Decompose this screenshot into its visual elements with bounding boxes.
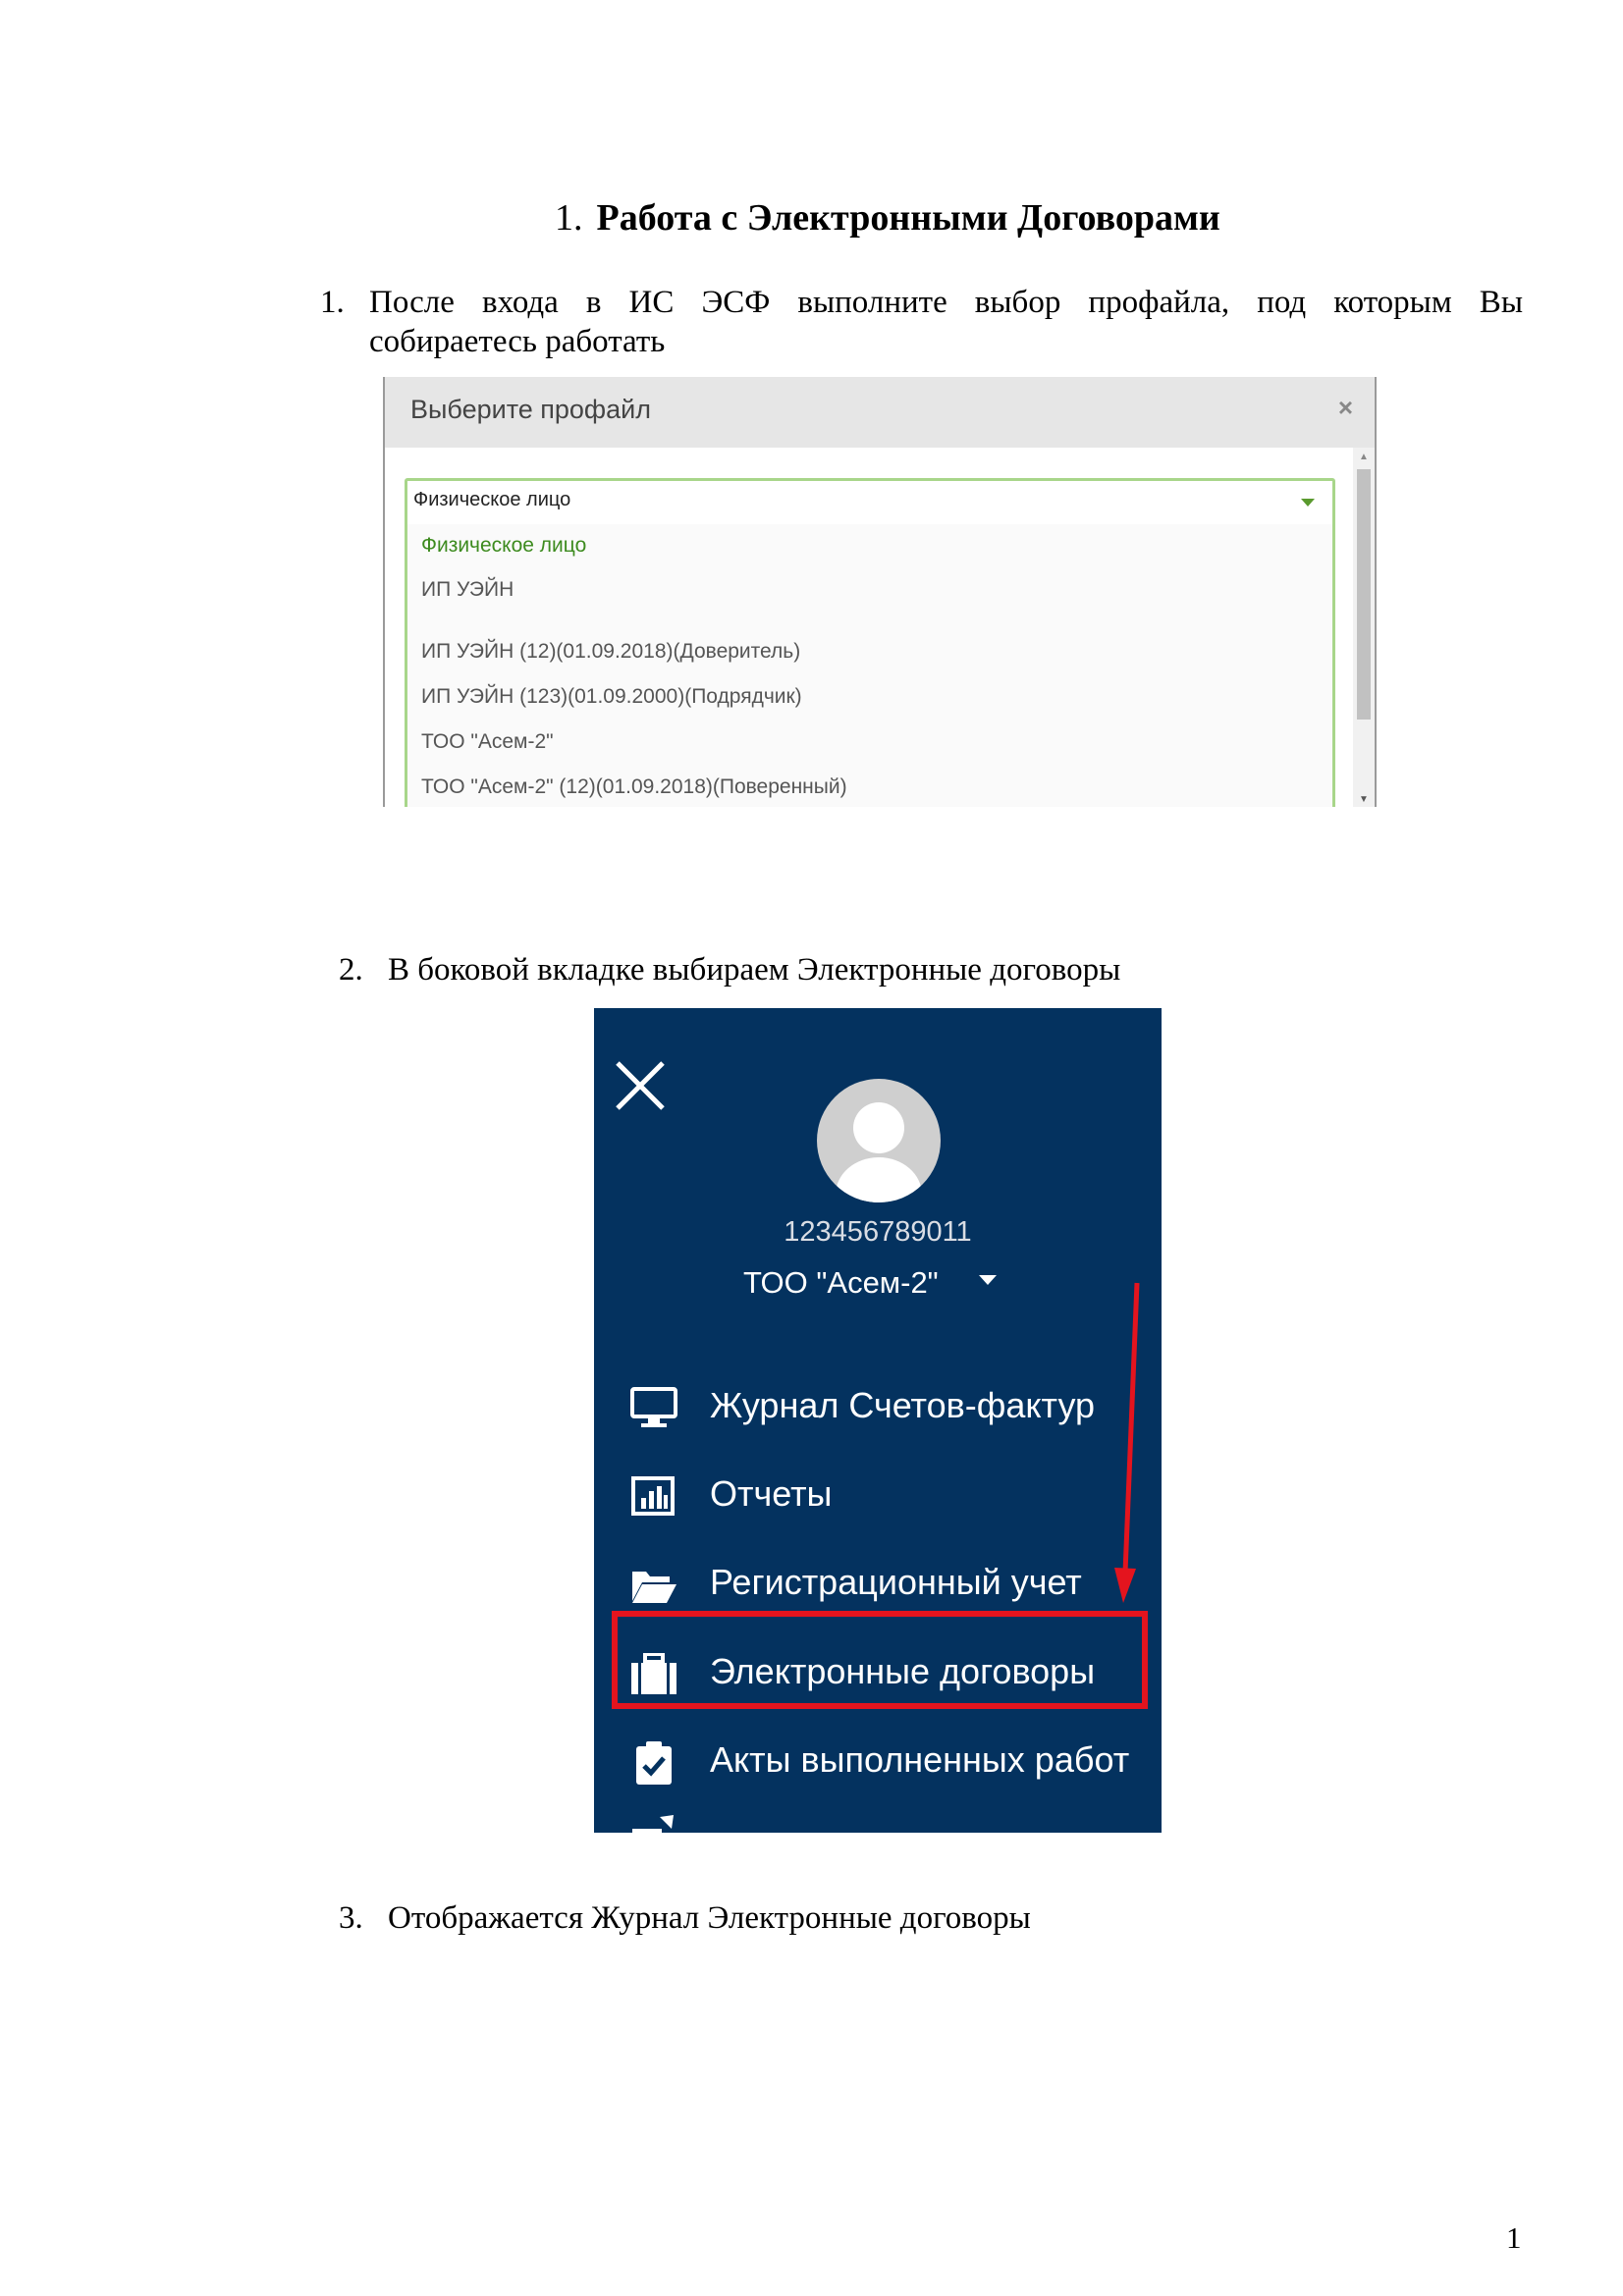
sidebar-item-registration[interactable] (594, 1550, 1162, 1619)
sidebar-item-label: Акты выполненных работ (710, 1739, 1130, 1780)
monitor-icon (630, 1387, 677, 1430)
profile-option[interactable]: ТОО "Асем-2" (421, 730, 554, 753)
scroll-up-icon[interactable]: ▲ (1359, 452, 1369, 462)
profile-option[interactable]: ТОО "Асем-2" (12)(01.09.2018)(Поверенный) (421, 775, 847, 798)
dialog-scrollbar[interactable] (1353, 448, 1375, 807)
heading-number: 1. (555, 197, 583, 239)
scroll-thumb[interactable] (1357, 469, 1371, 720)
step-3-text: Отображается Журнал Электронные договоры (388, 1900, 1031, 1936)
profile-option[interactable]: ИП УЭЙН (12)(01.09.2018)(Доверитель) (421, 640, 801, 663)
step-3-number: 3. (339, 1900, 363, 1936)
profile-select[interactable] (405, 478, 1335, 807)
chevron-down-icon[interactable] (1301, 499, 1315, 507)
step-1 (320, 283, 1523, 361)
step-1-text-line1: После входа в ИС ЭСФ выполните выбор профайла, под которым Вы (369, 285, 1523, 320)
profile-option[interactable]: ИП УЭЙН (421, 578, 514, 601)
heading-text: Работа с Электронными Договорами (596, 197, 1220, 239)
step-1-number: 1. (320, 285, 345, 320)
edit-icon (630, 1815, 677, 1833)
step-2-text: В боковой вкладке выбираем Электронные договоры (388, 952, 1121, 988)
avatar[interactable] (817, 1079, 941, 1202)
sidebar-menu (594, 1008, 1162, 1833)
step-3 (339, 1898, 1031, 1938)
dialog-header (385, 377, 1375, 448)
sidebar-item-acts[interactable] (594, 1728, 1162, 1796)
sidebar-item-label: Отчеты (710, 1473, 833, 1514)
org-name[interactable]: ТОО "Асем-2" (743, 1265, 939, 1300)
step-2 (339, 950, 1120, 989)
sidebar-item-label: Электронные договоры (710, 1651, 1096, 1691)
close-icon[interactable]: × (1337, 393, 1353, 422)
sidebar-item-invoices[interactable] (594, 1373, 1162, 1442)
page-number: 1 (1506, 2220, 1522, 2255)
clipboard-check-icon (630, 1741, 677, 1785)
sidebar-item-label: Журнал Счетов-фактур (710, 1385, 1096, 1425)
profile-select-value[interactable] (407, 481, 1332, 524)
section-heading (555, 196, 1220, 240)
step-1-text-line2: собираетесь работать (369, 324, 666, 359)
scroll-down-icon[interactable]: ▼ (1359, 794, 1369, 805)
sidebar-item-reports[interactable] (594, 1462, 1162, 1530)
caret-down-icon[interactable] (979, 1275, 997, 1285)
sidebar-item-label: Регистрационный учет (710, 1562, 1082, 1602)
user-id: 123456789011 (784, 1216, 972, 1248)
close-icon[interactable] (614, 1059, 667, 1112)
folder-open-icon (630, 1564, 677, 1607)
profile-dialog (383, 377, 1377, 807)
profile-option[interactable]: ИП УЭЙН (123)(01.09.2000)(Подрядчик) (421, 685, 802, 708)
selected-profile: Физическое лицо (413, 489, 571, 510)
bar-chart-icon (630, 1475, 677, 1519)
user-silhouette-icon (817, 1079, 941, 1202)
profile-option[interactable]: Физическое лицо (421, 534, 587, 557)
dialog-title: Выберите профайл (410, 395, 651, 424)
step-2-number: 2. (339, 952, 363, 988)
highlight-box (612, 1611, 1148, 1709)
